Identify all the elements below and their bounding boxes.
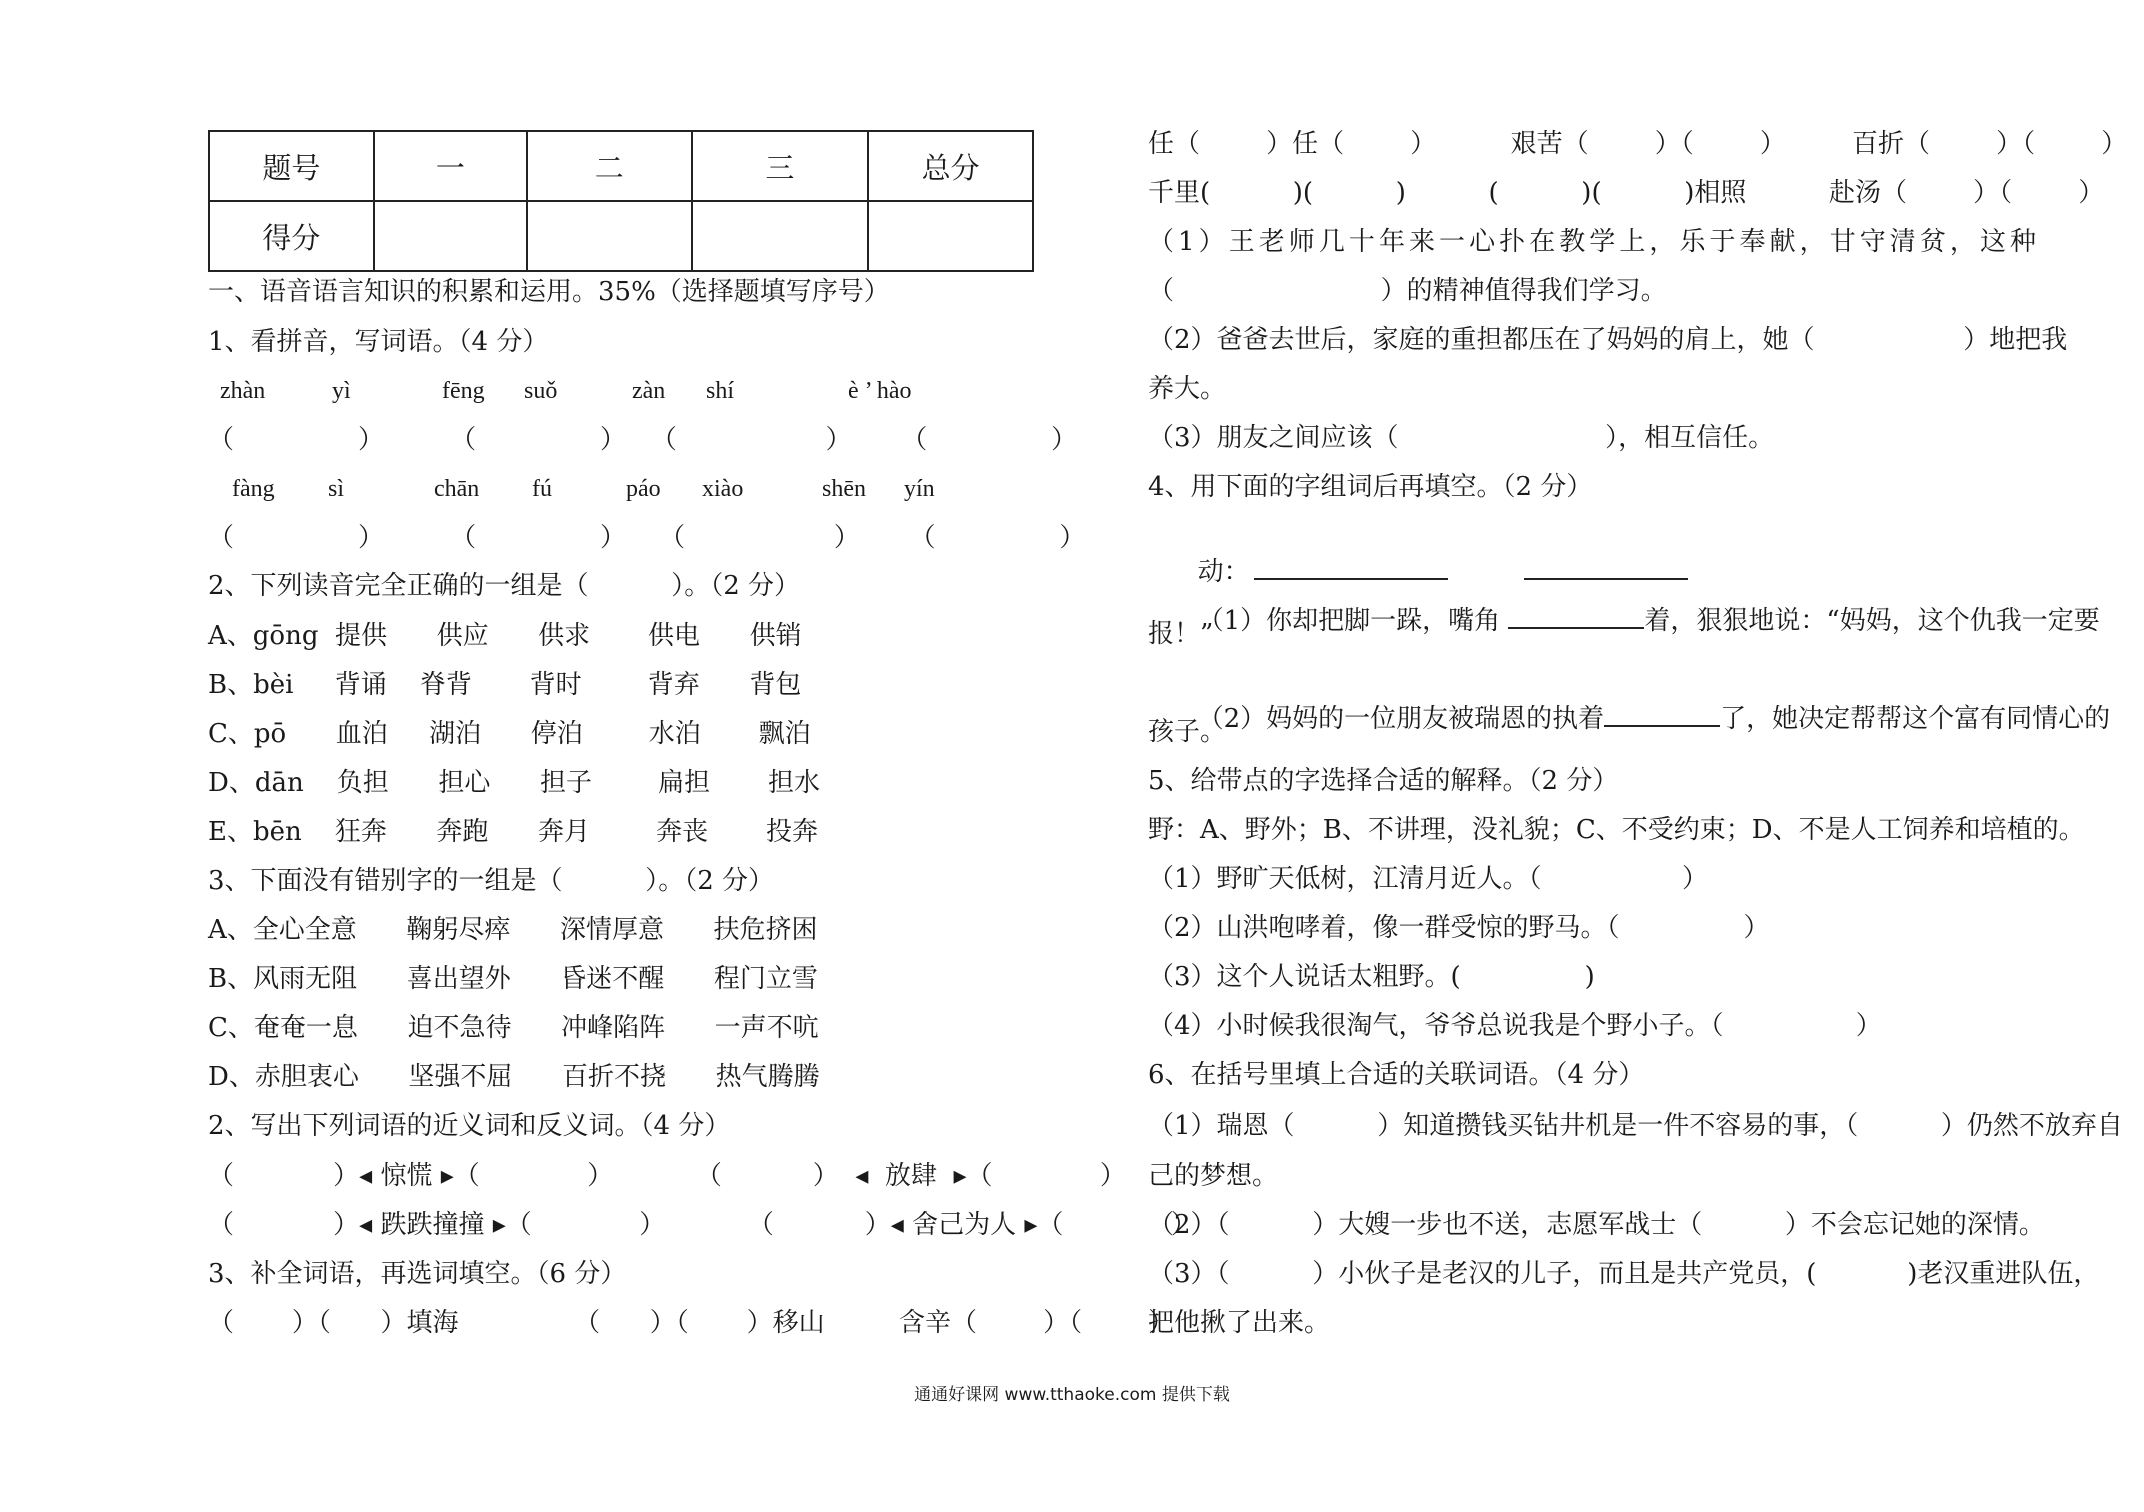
pinyin: shí [706,378,735,404]
fill-sentence[interactable]: （3）（ ）小伙子是老汉的儿子，而且是共产党员，( )老汉重进队伍， [1148,1259,2100,1289]
idiom-fill-row[interactable]: （ ）（ ）填海 （ ）（ ）移山 含辛（ ）（ ） [208,1308,1175,1338]
pinyin: zhàn [220,378,266,404]
choice-option: D、赤胆衷心 坚强不屈 百折不挠 热气腾腾 [208,1062,820,1092]
fill-sentence[interactable]: （3）朋友之间应该（ ），相互信任。 [1148,423,1775,453]
score-table [208,130,1034,272]
fill-sentence[interactable]: （3）这个人说话太粗野。( ) [1148,962,1595,992]
score-table-score-row [209,201,1033,271]
fill-sentence[interactable]: （ ）的精神值得我们学习。 [1148,276,1667,306]
pinyin: suǒ [524,378,558,404]
question-title: 5、给带点的字选择合适的解释。（2 分） [1148,766,1619,796]
score-header-cell: 总分 [868,131,1033,201]
choice-option: E、bēn 狂奔 奔跑 奔月 奔丧 投奔 [208,817,818,847]
question-title: 3、补全词语，再选词填空。（6 分） [208,1259,627,1289]
pinyin: sì [328,476,345,502]
pinyin: fàng [232,476,275,502]
idiom-fill-row[interactable]: 千里( )( ) ( )( )相照 赴汤（ ）（ ） [1148,178,2105,208]
pinyin: páo [626,476,661,502]
choice-option: A、gōng 提供 供应 供求 供电 供销 [208,621,802,651]
score-cell[interactable] [868,201,1033,271]
answer-brackets[interactable]: （ ） （ ） （ ） （ ） [208,425,1078,455]
word-group-row [1148,520,1688,587]
choice-option: C、pō 血泊 湖泊 停泊 水泊 飘泊 [208,719,811,749]
score-header-cell: 题号 [209,131,374,201]
sentence-part: 了，她决定帮帮这个富有同情心的 [1720,704,2111,734]
answer-brackets[interactable]: （ ） （ ） （ ） （ ） [208,523,1086,553]
fill-sentence: 孩子。 [1148,717,1227,747]
score-header-cell: 三 [692,131,869,201]
pinyin: chān [434,476,480,502]
pinyin: yì [332,378,351,404]
pinyin: fēng [442,378,485,404]
choice-option: B、风雨无阻 喜出望外 昏迷不醒 程门立雪 [208,964,818,994]
fill-sentence[interactable]: （2）爸爸去世后，家庭的重担都压在了妈妈的肩上，她（ ）地把我 [1148,325,2068,355]
section-heading: 一、语音语言知识的积累和运用。35%（选择题填写序号） [208,277,890,307]
fill-sentence[interactable]: （1）野旷天低树，江清月近人。（ ） [1148,864,1709,894]
fill-sentence: 己的梦想。 [1148,1161,1279,1191]
choice-option: C、奄奄一息 迫不急待 冲峰陷阵 一声不吭 [208,1013,819,1043]
score-header-cell: 二 [527,131,692,201]
answer-blank[interactable] [1604,699,1720,727]
pinyin: xiào [702,476,744,502]
sentence-part: （1）你却把脚一跺，嘴角 [1197,606,1501,636]
fill-sentence[interactable]: （4）小时候我很淘气，爷爷总说我是个野小子。（ ） [1148,1011,1882,1041]
fill-sentence: 养大。 [1148,374,1227,404]
definition-options: 野：A、野外；B、不讲理，没礼貌；C、不受约束；D、不是人工饲养和培植的。 [1148,815,2085,845]
score-header-cell: 一 [374,131,527,201]
fill-sentence: （1）王老师几十年来一心扑在教学上，乐于奉献，甘守清贫，这种 [1148,227,2036,257]
question-title: 1、看拼音，写词语。（4 分） [208,327,549,357]
word-group-label: 动： [1197,557,1250,587]
pinyin: zàn [632,378,666,404]
score-row-label: 得分 [209,201,374,271]
pinyin: shēn [822,476,866,502]
choice-option: D、dān 负担 担心 担子 扁担 担水 [208,768,820,798]
pinyin: fú [532,476,552,502]
pinyin: è ’ hào [848,378,912,404]
synonym-antonym-row[interactable]: （ ）◂ 跌跌撞撞 ▸（ ） （ ）◂ 舍己为人 ▸（ ） [208,1210,1197,1240]
question-title: 4、用下面的字组词后再填空。（2 分） [1148,472,1593,502]
score-cell[interactable] [527,201,692,271]
footer-source: 通通好课网 www.tthaoke.com 提供下载 [914,1385,1230,1405]
question-title: 6、在括号里填上合适的关联词语。（4 分） [1148,1060,1645,1090]
question-title: 2、写出下列词语的近义词和反义词。（4 分） [208,1111,731,1141]
fill-sentence[interactable]: （1）瑞恩（ ）知道攒钱买钻井机是一件不容易的事，（ ）仍然不放弃自 [1148,1111,2123,1141]
choice-option: A、全心全意 鞠躬尽瘁 深情厚意 扶危挤困 [208,915,818,945]
score-cell[interactable] [374,201,527,271]
fill-sentence: 报！” [1148,619,1214,649]
fill-sentence: 把他揪了出来。 [1148,1308,1331,1338]
sentence-part: 着，狠狠地说：“妈妈，这个仇我一定要 [1644,606,2100,636]
fill-sentence [1148,569,2100,636]
fill-sentence[interactable]: （2）（ ）大嫂一步也不送，志愿军战士（ ）不会忘记她的深情。 [1148,1210,2045,1240]
pinyin: yín [904,476,935,502]
fill-sentence[interactable]: （2）山洪咆哮着，像一群受惊的野马。（ ） [1148,913,1770,943]
question-title: 3、下面没有错别字的一组是（ ）。（2 分） [208,866,774,896]
score-cell[interactable] [692,201,869,271]
synonym-antonym-row[interactable]: （ ）◂ 惊慌 ▸（ ） （ ） ◂ 放肆 ▸（ ） [208,1161,1126,1191]
choice-option: B、bèi 背诵 脊背 背时 背弃 背包 [208,670,802,700]
question-title: 2、下列读音完全正确的一组是（ ）。（2 分） [208,571,800,601]
score-table-header-row [209,131,1033,201]
sentence-part: （2）妈妈的一位朋友被瑞恩的执着 [1197,704,1605,734]
idiom-fill-row[interactable]: 任（ ）任（ ） 艰苦（ ）（ ） 百折（ ）（ ） [1148,129,2128,159]
answer-blank[interactable] [1508,601,1644,629]
